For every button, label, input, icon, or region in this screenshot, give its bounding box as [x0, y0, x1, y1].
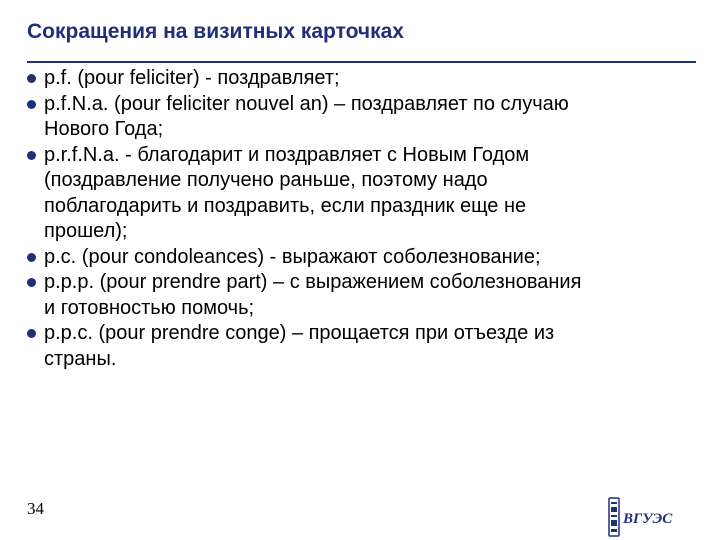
slide-title: Сокращения на визитных карточках — [27, 20, 404, 43]
list-item — [27, 245, 697, 271]
bullet-line: p.c. (pour condoleances) - выражают соболезнование; — [44, 245, 541, 268]
bullet-dot-icon — [27, 329, 36, 338]
bullet-line: прошел); — [44, 220, 128, 242]
bullet-line: (поздравление получено раньше, поэтому надо — [44, 169, 488, 191]
bullet-dot-icon — [27, 74, 36, 83]
bullet-line: p.r.f.N.a. - благодарит и поздравляет с Новым Годом — [44, 143, 530, 166]
logo-text: ВГУЭС — [623, 511, 673, 527]
bullet-line: и готовностью помочь; — [44, 296, 255, 319]
bullet-dot-icon — [27, 253, 36, 262]
bullet-line: p.p.p. (pour prendre part) – с выражением соболезнования — [44, 271, 582, 293]
bullet-dot-icon — [27, 100, 36, 109]
title-divider — [27, 61, 696, 63]
page-number: 34 — [27, 499, 44, 518]
bullet-line: Нового Года; — [44, 118, 164, 140]
list-item — [27, 66, 697, 92]
bullet-line: поблагодарить и поздравить, если праздник еще не — [44, 194, 527, 217]
list-item — [27, 321, 697, 372]
bullet-list — [27, 66, 697, 372]
list-item — [27, 270, 697, 321]
list-item — [27, 92, 697, 143]
bullet-line: p.f. (pour feliciter) - поздравляет; — [44, 67, 340, 89]
bullet-dot-icon — [27, 151, 36, 160]
list-item — [27, 143, 697, 245]
bullet-line: p.f.N.a. (pour feliciter nouvel an) – поздравляет по случаю — [44, 92, 569, 115]
university-logo-icon — [608, 497, 690, 537]
bullet-dot-icon — [27, 278, 36, 287]
bullet-line: страны. — [44, 347, 117, 370]
bullet-line: p.p.c. (pour prendre conge) – прощается при отъезде из — [44, 322, 555, 344]
